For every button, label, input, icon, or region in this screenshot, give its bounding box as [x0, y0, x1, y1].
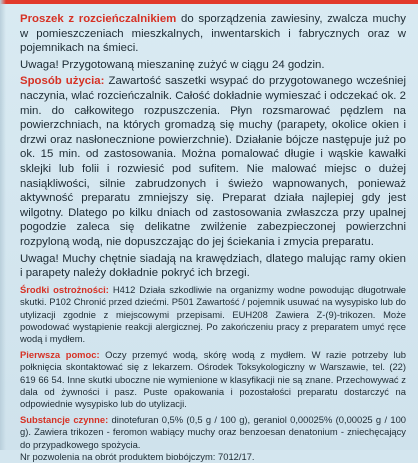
safety-text: H412 Działa szkodliwie na organizmy wodne powodując długotrwałe skutki. P102 Chronić przed dziećmi. P501 Zawartość / pojemnik usuwać na wysypisko lub do utylizacji zgodnie z miejscowymi przepisami. EUH208 Zawiera Z-(9)-trikozen. Może powodować wystąpienie reakcji alergicznej. Po zakończeniu pracy z preparatem umyć ręce wodą i mydłem.: [20, 283, 406, 345]
usage-label: Sposób użycia:: [20, 75, 105, 88]
permit-number: Nr pozwolenia na obrót produktem biobójczym: 7012/17.: [20, 450, 255, 462]
substances-label: Substancje czynne:: [20, 413, 109, 425]
usage-paragraph: [20, 74, 406, 249]
usage-text: Zawartość saszetki wsypać do przygotowanego wcześniej naczynia, wlać rozcieńczalnik. Całość dokładnie wymieszać i odczekać ok. 2 min. do całkowitego rozpuszczenia. Płyn rozsmarować pędzlem na powierzchniach, na których gromadzą się muchy (parapety, okolice okien i drzwi oraz nasłonecznione powierzchnie). Działanie bójcze następuje już po ok. 15 min. od zastosowania. Można pomalować długie i wąskie kawałki sklejki lub folii i rozwiesić pod sufitem. Nie malować miejsc o dużej nasiąkliwości, silnie zabrudzonych i świeżo wapnowanych, ponieważ aktywność preparatu zmniejszy się. Preparat działa najlepiej gdy jest wilgotny. Dlatego po kilku dniach od zastosowania zwłaszcza przy upalnej pogodzie zaleca się delikatne zwilżenie zabezpieczonej powierzchni rozpyloną wodą, nie dopuszczając do jej ściekania i zmycia preparatu.: [20, 75, 407, 248]
safety-label: Środki ostrożności:: [20, 283, 109, 295]
first-aid-paragraph: [20, 349, 406, 411]
intro-text: do sporządzenia zawiesiny, zwalcza muchy w pomieszczeniach mieszkalnych, inwentarskich i fabrycznych oraz w pojemnikach na śmieci.: [20, 13, 406, 55]
safety-paragraph: [20, 284, 406, 346]
package-fold-shadow: [0, 0, 6, 450]
first-aid-text: Oczy przemyć wodą, skórę wodą z mydłem. W razie potrzeby lub połknięcia skontaktować się z lekarzem. Ośrodek Toksykologiczny w Warszawie, tel. (22) 619 66 54. Inne skutki uboczne nie wymienione w klasyfikacji nie są znane. Przechowywać z dala od żywności i pasz. Puste opakowania i pozostałości preparatu dostarczyć na odpowiednie wysypisko lub do utylizacji.: [20, 348, 406, 410]
intro-title: Proszek z rozcieńczalnikiem: [20, 13, 177, 25]
product-label-text: [0, 4, 418, 462]
warning-mixture: Uwaga! Przygotowaną mieszaninę zużyć w ciągu 24 godzin.: [20, 58, 325, 71]
substances-text: dinotefuran 0,5% (0,5 g / 100 g), geraniol 0,00025% (0,00025 g / 100 g). Zawiera trikozen - feromon wabiący muchy oraz benzoesan denatonium - zniechęcający do przypadkowego spożycia.: [20, 413, 406, 450]
intro-paragraph: [20, 12, 406, 56]
first-aid-label: Pierwsza pomoc:: [20, 348, 100, 360]
substances-paragraph: [20, 414, 406, 451]
warning-flies: Uwaga! Muchy chętnie siadają na krawędziach, dlatego malując ramy okien i parapety należy dokładnie pokryć ich brzegi.: [20, 252, 406, 280]
